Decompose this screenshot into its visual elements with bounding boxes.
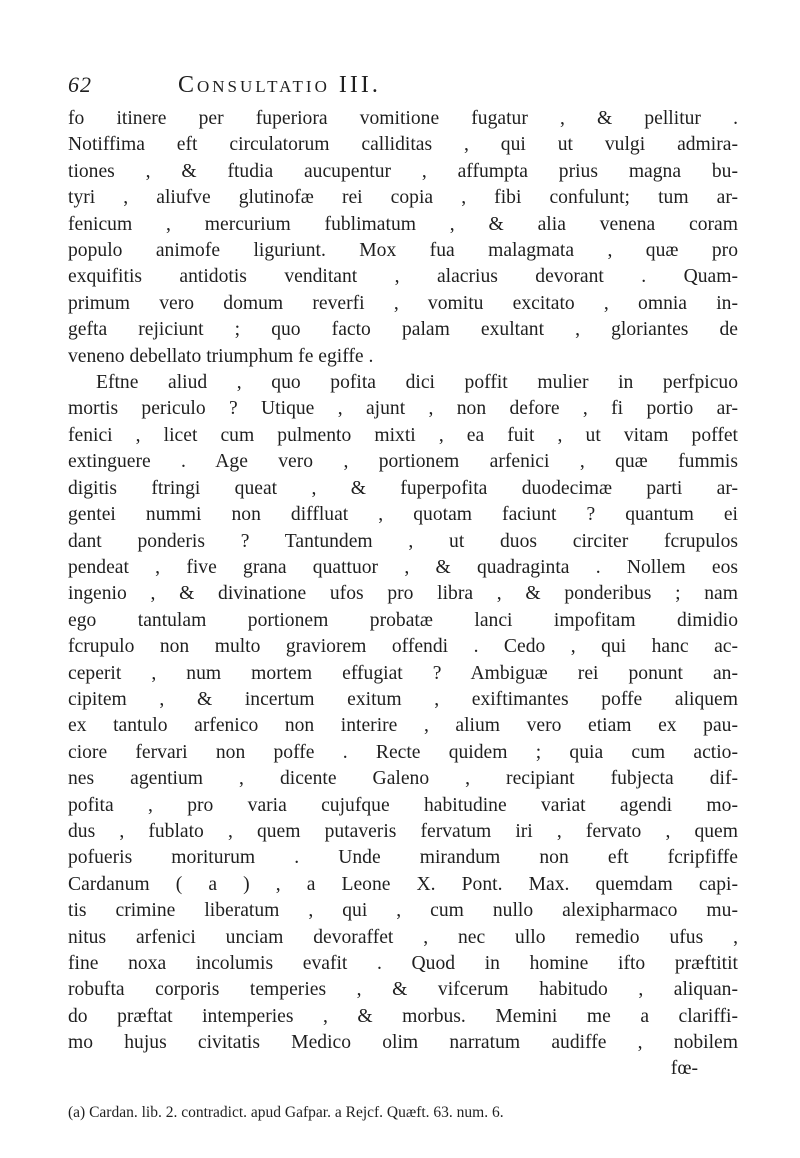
text-line: robufta corporis temperies , & vifcerum habitudo , aliquan- [68,979,738,1001]
text-line: fenici , licet cum pulmento mixti , ea fuit , ut vitam poffet [68,424,738,446]
text-line: tiones , & ftudia aucupentur , affumpta prius magna bu- [68,160,738,182]
text-line: ingenio , & divinatione ufos pro libra , & ponderibus ; nam [68,583,738,605]
text-line: ceperit , num mortem effugiat ? Ambiguæ rei ponunt an- [68,662,738,684]
catchword: fœ- [670,1057,698,1079]
text-line: veneno debellato triumphum fe egiffe . [68,345,374,367]
text-line: pofueris moriturum . Unde mirandum non eft fcripfiffe [68,847,738,869]
text-line: populo animofe liguriunt. Mox fua malagmata , quæ pro [68,240,738,262]
text-line: tyri , aliufve glutinofæ rei copia , fibi confulunt; tum ar- [68,187,738,209]
text-line: gefta rejiciunt ; quo facto palam exultant , gloriantes de [68,319,738,341]
text-line: nes agentium , dicente Galeno , recipiant fubjecta dif- [68,768,738,790]
text-line: mo hujus civitatis Medico olim narratum audiffe , nobilem [68,1032,738,1054]
text-line: mortis periculo ? Utique , ajunt , non defore , fi portio ar- [68,398,738,420]
running-title: Consultatio III. [178,72,381,98]
page [68,72,738,1123]
text-line: ego tantulam portionem probatæ lanci impofitam dimidio [68,609,738,631]
text-line: pofita , pro varia cujufque habitudine variat agendi mo- [68,794,738,816]
text-line: Cardanum ( a ) , a Leone X. Pont. Max. quemdam capi- [68,873,738,895]
text-line: dus , fublato , quem putaveris fervatum iri , fervato , quem [68,820,738,842]
text-line: Eftne aliud , quo pofita dici poffit mulier in perfpicuo [96,372,738,394]
text-line: tis crimine liberatum , qui , cum nullo alexipharmaco mu- [68,900,738,922]
text-line: fo itinere per fuperiora vomitione fugatur , & pellitur . [68,108,738,129]
body-text [68,106,738,1057]
text-line: exquifitis antidotis venditant , alacrius devorant . Quam- [68,266,738,288]
text-line: pendeat , five grana quattuor , & quadraginta . Nollem eos [68,556,738,578]
text-line: fcrupulo non multo graviorem offendi . Cedo , qui hanc ac- [68,636,738,658]
text-line: dant ponderis ? Tantundem , ut duos circiter fcrupulos [68,530,738,552]
footnote: (a) Cardan. lib. 2. contradict. apud Gafpar. a Rejcf. Quæft. 63. num. 6. [68,1103,504,1121]
text-line: ex tantulo arfenico non interire , alium vero etiam ex pau- [68,715,738,737]
text-line: Notiffima eft circulatorum calliditas , qui ut vulgi admira- [68,134,738,156]
text-line: primum vero domum reverfi , vomitu excitato , omnia in- [68,292,738,314]
text-line: fine noxa incolumis evafit . Quod in homine ifto præftitit [68,953,738,974]
text-line: nitus arfenici unciam devoraffet , nec ullo remedio ufus , [68,926,738,948]
text-line: extinguere . Age vero , portionem arfenici , quæ fummis [68,451,738,473]
text-line: do præftat intemperies , & morbus. Memini me a clariffi- [68,1005,738,1027]
text-line: gentei nummi non diffluat , quotam faciunt ? quantum ei [68,504,738,526]
text-line: cipitem , & incertum exitum , exiftimantes poffe aliquem [68,688,738,710]
page-number: 62 [68,72,92,97]
text-line: fenicum , mercurium fublimatum , & alia venena coram [68,213,738,235]
text-line: ciore fervari non poffe . Recte quidem ; quia cum actio- [68,741,738,763]
text-line: digitis ftringi queat , & fuperpofita duodecimæ parti ar- [68,477,738,499]
running-head [68,72,738,106]
